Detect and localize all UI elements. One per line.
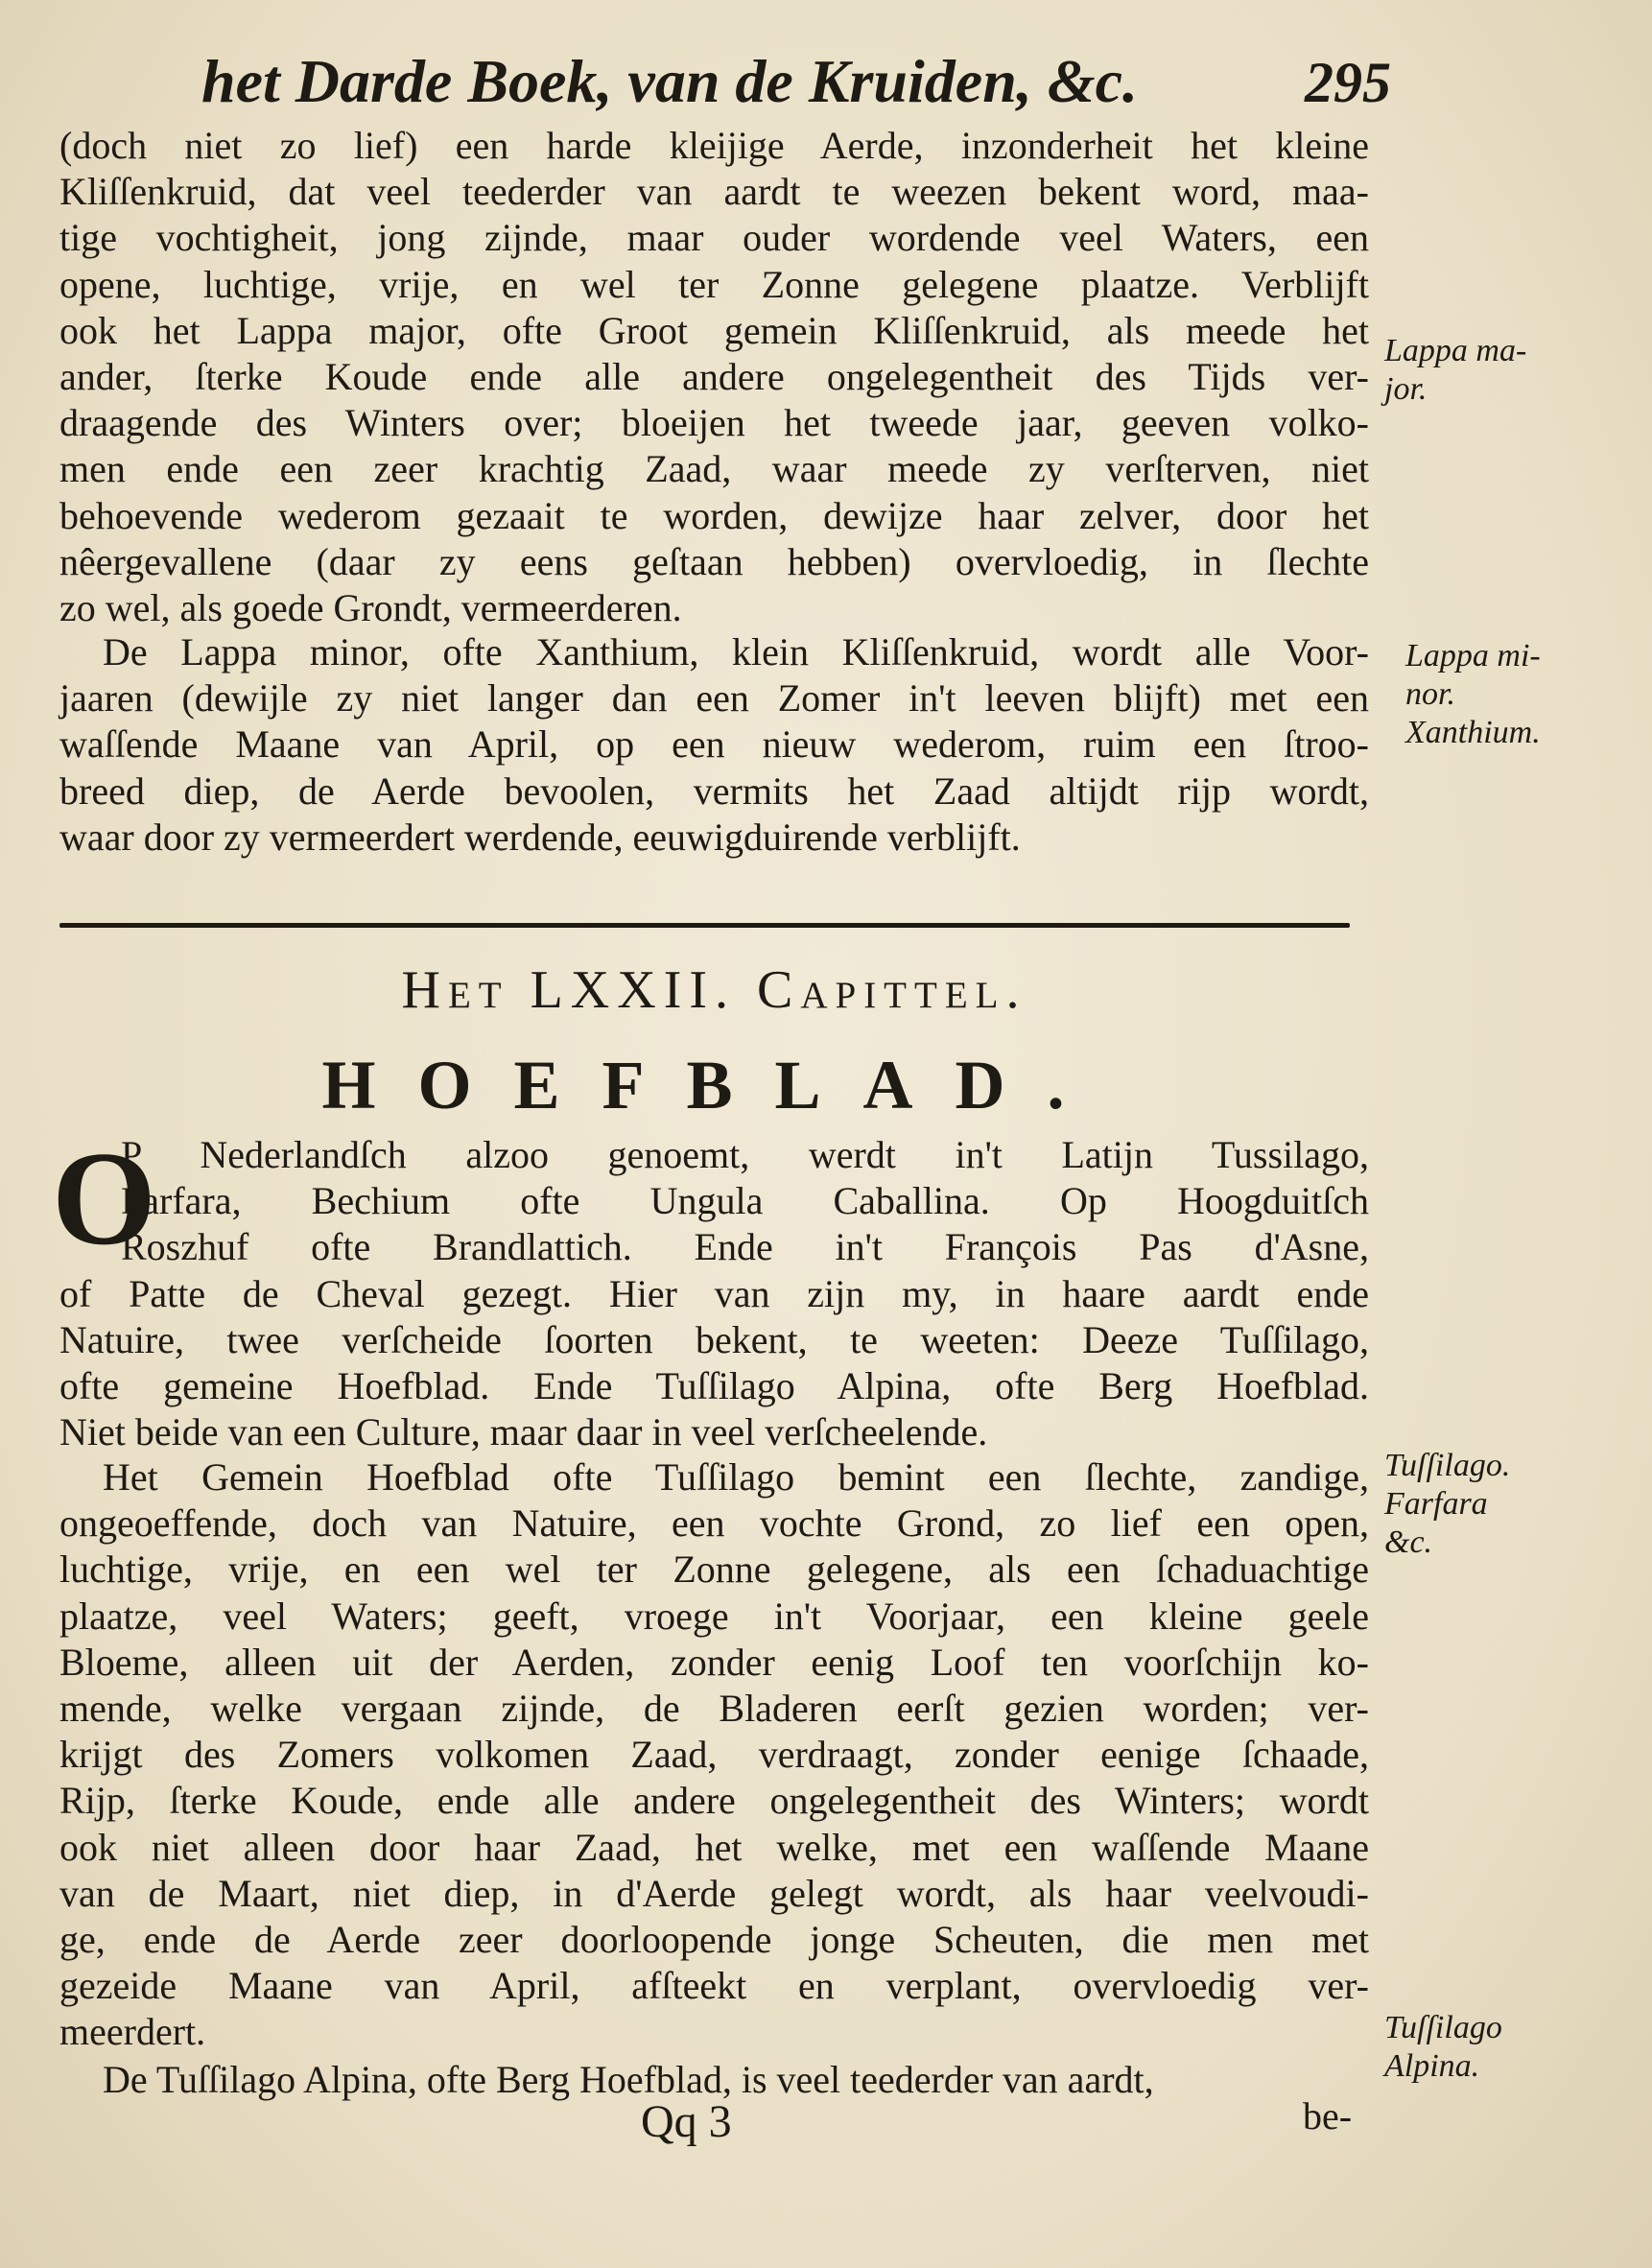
margin-note-line: Tuſſilago. <box>1384 1448 1511 1483</box>
text-line: tige vochtigheit, jong zijnde, maar ouder wordende veel Waters, een <box>59 216 1369 260</box>
margin-note-line: Tuſſilago <box>1384 2010 1502 2045</box>
text-line: ook het Lappa major, ofte Groot gemein Kliſſenkruid, als meede het <box>59 308 1369 352</box>
text-line: gezeide Maane van April, afſteekt en verplant, overvloedig ver- <box>59 1964 1369 2008</box>
text-line: Het Gemein Hoefblad ofte Tuſſilago bemint een ſlechte, zandige, <box>103 1455 1369 1499</box>
margin-note-tussilago-alpina <box>1384 2009 1567 2086</box>
text-line: jaaren (dewijle zy niet langer dan een Zomer in't leeven blijft) met een <box>59 676 1369 721</box>
text-line: waſſende Maane van April, op een nieuw wederom, ruim een ſtroo- <box>59 722 1369 767</box>
text-line: ge, ende de Aerde zeer doorloopende jonge Scheuten, die men met <box>59 1918 1369 1962</box>
section-divider <box>59 923 1350 928</box>
text-line: nêergevallene (daar zy eens geſtaan hebben) overvloedig, in ſlechte <box>59 539 1369 583</box>
text-line: van de Maart, niet diep, in d'Aerde gelegt wordt, als haar veelvoudi- <box>59 1871 1369 1915</box>
catchword: be- <box>1303 2094 1353 2138</box>
text-line: ongeoeffende, doch van Natuire, een vochte Grond, zo lief een open, <box>59 1501 1369 1546</box>
text-line: De Tuſſilago Alpina, ofte Berg Hoefblad, is veel teederder van aardt, <box>103 2058 1154 2101</box>
signature-mark: Qq 3 <box>641 2096 732 2147</box>
text-line: zo wel, als goede Grondt, vermeerderen. <box>59 586 682 630</box>
paragraph-3-capped <box>121 1132 1369 1271</box>
running-title: het Darde Boek, van de Kruiden, &c. <box>201 47 1138 115</box>
margin-note-line: Xanthium. <box>1405 715 1541 750</box>
margin-note-lappa-minor <box>1405 637 1588 752</box>
text-line: Natuire, twee verſcheide ſoorten bekent, te weeten: Deeze Tuſſilago, <box>59 1317 1369 1361</box>
margin-note-line: Lappa ma- <box>1384 333 1527 368</box>
text-line: ook niet alleen door haar Zaad, het welke, met een waſſende Maane <box>59 1825 1369 1869</box>
margin-note-line: jor. <box>1384 371 1428 407</box>
chapter-title: HOEFBLAD. <box>321 1047 1107 1123</box>
drop-cap: O <box>52 1124 156 1273</box>
margin-note-lappa-major <box>1384 332 1567 409</box>
margin-note-tussilago-farfara <box>1384 1447 1567 1562</box>
paragraph-2 <box>59 629 1369 861</box>
margin-note-line: &c. <box>1384 1524 1433 1560</box>
text-line: Niet beide van een Culture, maar daar in veel verſcheelende. <box>59 1410 988 1454</box>
text-line: behoevende wederom gezaait te worden, dewijze haar zelver, door het <box>59 493 1369 537</box>
text-line: men ende een zeer krachtig Zaad, waar meede zy verſterven, niet <box>59 447 1369 491</box>
text-line: Farfara, Bechium ofte Ungula Caballina. Op Hoogduitſch <box>121 1179 1369 1223</box>
text-line: Roszhuf ofte Brandlattich. Ende in't François Pas d'Asne, <box>121 1225 1369 1269</box>
paragraph-1 <box>59 123 1369 631</box>
text-line: plaatze, veel Waters; geeft, vroege in't Voorjaar, een kleine geele <box>59 1594 1369 1638</box>
page-header <box>201 46 1391 113</box>
text-line: breed diep, de Aerde bevoolen, vermits het Zaad altijdt rijp wordt, <box>59 768 1369 813</box>
page-number: 295 <box>1305 51 1391 114</box>
chapter-heading: Het LXXII. Capittel. <box>401 960 1027 1020</box>
text-line: meerdert. <box>59 2010 206 2054</box>
text-line: of Patte de Cheval gezegt. Hier van zijn my, in haare aardt ende <box>59 1271 1369 1315</box>
text-line: mende, welke vergaan zijnde, de Bladeren eerſt gezien worden; ver- <box>59 1687 1369 1731</box>
paragraph-4 <box>59 1454 1369 2056</box>
text-line: ander, ſterke Koude ende alle andere ongelegentheit des Tijds ver- <box>59 355 1369 399</box>
text-line: Kliſſenkruid, dat veel teederder van aardt te weezen bekent word, maa- <box>59 170 1369 214</box>
text-line: draagende des Winters over; bloeijen het tweede jaar, geeven volko- <box>59 401 1369 445</box>
text-line: luchtige, vrije, en een wel ter Zonne gelegene, als een ſchaduachtige <box>59 1547 1369 1592</box>
text-line: Bloeme, alleen uit der Aerden, zonder eenig Loof ten voorſchijn ko- <box>59 1640 1369 1684</box>
text-line: (doch niet zo lief) een harde kleijige Aerde, inzonderheit het kleine <box>59 124 1369 167</box>
margin-note-line: Lappa mi- <box>1405 638 1541 673</box>
margin-note-line: Alpina. <box>1384 2048 1480 2084</box>
margin-note-line: Farfara <box>1384 1486 1488 1522</box>
text-line: De Lappa minor, ofte Xanthium, klein Kliſſenkruid, wordt alle Voor- <box>103 630 1369 673</box>
paragraph-3 <box>59 1271 1369 1456</box>
text-line: Rijp, ſterke Koude, ende alle andere ongelegentheit des Winters; wordt <box>59 1779 1369 1823</box>
text-line: ofte gemeine Hoefblad. Ende Tuſſilago Alpina, ofte Berg Hoefblad. <box>59 1364 1369 1407</box>
text-line: krijgt des Zomers volkomen Zaad, verdraagt, zonder eenige ſchaade, <box>59 1733 1369 1777</box>
text-line: opene, luchtige, vrije, en wel ter Zonne gelegene plaatze. Verblijft <box>59 262 1369 306</box>
text-line: waar door zy vermeerdert werdende, eeuwigduirende verblijft. <box>59 815 1021 859</box>
margin-note-line: nor. <box>1405 676 1455 712</box>
text-line: P Nederlandſch alzoo genoemt, werdt in't Latijn Tussilago, <box>121 1133 1369 1176</box>
